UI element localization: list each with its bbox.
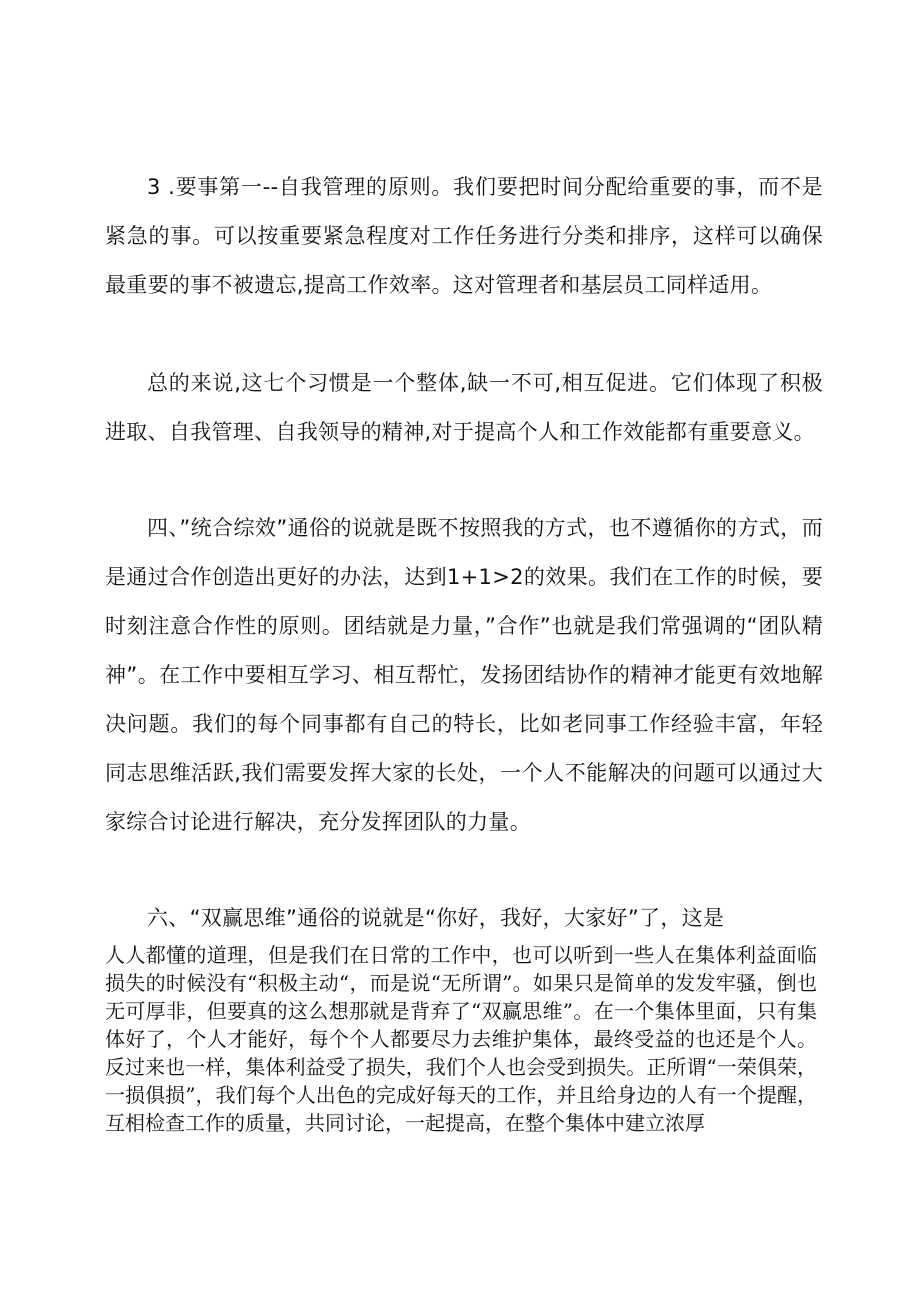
- paragraph-win-win-heading: 六、“双赢思维”通俗的说就是“你好，我好，大家好”了，这是: [147, 906, 725, 930]
- paragraph-win-win-body: 人人都懂的道理，但是我们在日常的工作中，也可以听到一些人在集体利益面临损失的时候没有“积极主动“，而是说“无所谓”。如果只是简单的发发牢骚，倒也无可厚非，但要真的这么想那就是背弃了“双赢思维”。在一个集体里面，只有集体好了，个人才能好，每个个人都要尽力去维护集体，最终受益的也还是个人。反过来也一样，集体利益受了损失，我们个人也会受到损失。正所谓“一荣俱荣，一损俱损”，我们每个人出色的完成好每天的工作，并且给身边的人有一个提醒，互相检查工作的质量，共同讨论，一起提高，在整个集体中建立浓厚: [105, 943, 817, 1135]
- paragraph-synergy: 四、”统合综效”通俗的说就是既不按照我的方式，也不遵循你的方式，而是通过合作创造出更好的办法，达到1+1>2的效果。我们在工作的时候，要时刻注意合作性的原则。团结就是力量，”合作”也就是我们常强调的“团队精神”。在工作中要相互学习、相互帮忙，发扬团结协作的精神才能更有效地解决问题。我们的每个同事都有自己的特长，比如老同事工作经验丰富，年轻同志思维活跃,我们需要发挥大家的长处，一个人不能解决的问题可以通过大家综合讨论进行解决，充分发挥团队的力量。: [105, 516, 823, 834]
- paragraph-priority-principle: 3 .要事第一--自我管理的原则。我们要把时间分配给重要的事，而不是紧急的事。可以按重要紧急程度对工作任务进行分类和排序，这样可以确保最重要的事不被遗忘,提高工作效率。这对管理者和基层员工同样适用。: [105, 175, 823, 297]
- paragraph-summary: 总的来说,这七个习惯是一个整体,缺一不可,相互促进。它们体现了积极进取、自我管理、自我领导的精神,对于提高个人和工作效能都有重要意义。: [105, 371, 823, 444]
